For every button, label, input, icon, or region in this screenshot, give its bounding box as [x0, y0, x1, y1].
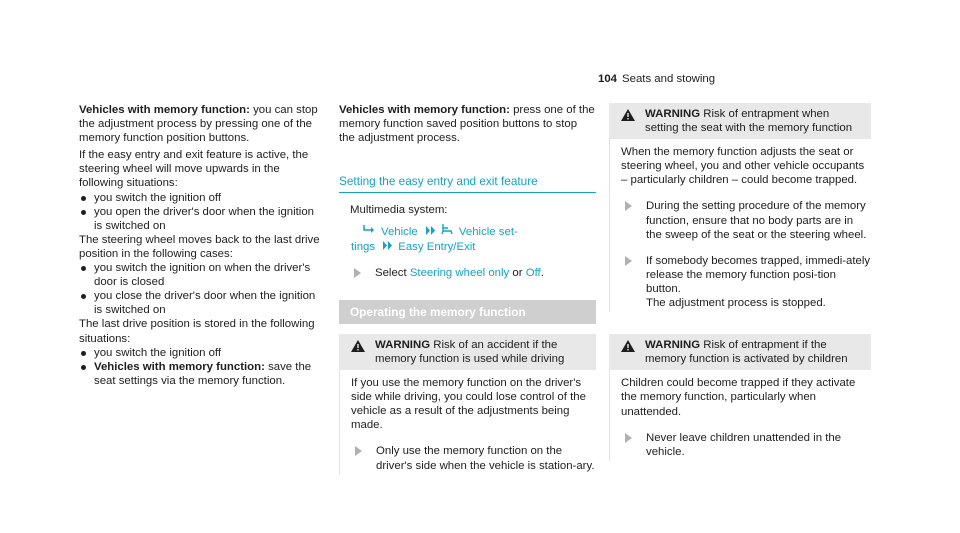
multimedia-label: Multimedia system: [350, 204, 448, 217]
instruction-step [351, 444, 596, 474]
instruction-step [339, 266, 596, 280]
section-heading: Setting the easy entry and exit feature [339, 174, 596, 193]
paragraph: The steering wheel moves back to the last drive position in the following cases: [79, 233, 320, 260]
menu-path [339, 223, 596, 253]
list-item: you open the driver's door when the ignition is switched on [79, 205, 325, 233]
menu-link-vehicle-settings-cont[interactable]: tings [351, 240, 376, 253]
warning-triangle-icon [621, 340, 635, 352]
step-text: Never leave children unattended in the vehicle. [646, 431, 842, 458]
column-2 [339, 103, 596, 475]
warning-text: If you use the memory function on the driver's side while driving, you could lose control of the vehicle as a result of the adjustments being made. [351, 377, 586, 432]
option-off[interactable]: Off [525, 266, 541, 279]
step-result-text: The adjustment process is stopped. [646, 297, 826, 310]
instruction-step [621, 431, 871, 461]
warning-box [609, 334, 871, 461]
option-steering-wheel-only[interactable]: Steering wheel only [409, 266, 510, 279]
warning-title: Risk of entrapment if the memory function is activated by children [645, 339, 848, 366]
step-triangle-icon [625, 433, 632, 443]
grey-section-heading: Operating the memory function [339, 300, 596, 324]
paragraph-text: you can stop the adjustment process by pressing one of the memory function position buttons. [79, 104, 318, 145]
step-triangle-icon [354, 268, 361, 278]
step-triangle-icon [625, 201, 632, 211]
warning-body [339, 370, 596, 475]
bold-lead: Vehicles with memory function: [339, 104, 510, 116]
column-1 [79, 103, 325, 388]
warning-text: Children could become trapped if they activate the memory function, particularly when unattended. [621, 377, 856, 418]
section-title: Seats and stowing [622, 73, 716, 85]
bullet-list [79, 261, 325, 317]
list-item: you close the driver's door when the ignition is switched on [79, 289, 325, 317]
step-text: Select [375, 266, 410, 279]
step-triangle-icon [355, 446, 362, 456]
bullet-list [79, 191, 325, 233]
warning-header [609, 103, 871, 139]
warning-triangle-icon [351, 340, 365, 352]
page-header [598, 72, 715, 86]
list-item: you switch the ignition off [79, 346, 325, 360]
paragraph: The last drive position is stored in the following situations: [79, 318, 315, 345]
warning-title: Risk of entrapment when setting the seat with the memory function [645, 108, 853, 135]
instruction-step [621, 254, 871, 312]
warning-text: When the memory function adjusts the seat or steering wheel, you and other vehicle occupants – particularly children – could become trapped. [621, 146, 865, 187]
paragraph [79, 103, 325, 145]
seat-icon [441, 223, 454, 239]
warning-body [609, 139, 871, 312]
warning-header [339, 334, 596, 370]
list-item: you switch the ignition on when the driver's door is closed [79, 261, 325, 289]
warning-header [609, 334, 871, 370]
paragraph [339, 103, 596, 145]
warning-title: Risk of an accident if the memory function is used while driving [375, 338, 565, 365]
paragraph-text: press one of the memory function saved position buttons to stop the adjustment process. [339, 104, 595, 145]
warning-label: WARNING [645, 108, 701, 120]
paragraph: If the easy entry and exit feature is active, the steering wheel will move upwards in the following situations: [79, 149, 309, 190]
step-text: . [540, 266, 544, 279]
page-number: 104 [598, 73, 618, 85]
step-text: If somebody becomes trapped, immedi-ately release the memory function posi-tion button. [646, 254, 871, 295]
double-chevron-icon [383, 240, 393, 254]
step-text: During the setting procedure of the memory function, ensure that no body parts are in the sweep of the seat or the steering wheel. [646, 200, 867, 241]
warning-label: WARNING [645, 339, 701, 352]
bullet-list [79, 346, 325, 388]
warning-triangle-icon [621, 109, 635, 121]
column-3 [609, 103, 871, 461]
list-item: you switch the ignition off [79, 191, 325, 205]
bold-lead: Vehicles with memory function: [79, 104, 250, 116]
instruction-step [621, 199, 871, 241]
double-chevron-icon [426, 225, 436, 239]
menu-link-vehicle-settings[interactable]: Vehicle set- [458, 226, 518, 239]
list-item-text: save the seat settings via the memory function. [94, 360, 312, 387]
step-triangle-icon [625, 256, 632, 266]
warning-body [609, 370, 871, 460]
menu-link-vehicle[interactable]: Vehicle [381, 226, 418, 239]
menu-link-easy-entry[interactable]: Easy Entry/Exit [398, 240, 476, 253]
submenu-arrow-icon [363, 225, 375, 239]
step-text: or [509, 266, 526, 279]
warning-label: WARNING [375, 338, 431, 351]
step-text: Only use the memory function on the driver's side when the vehicle is station-ary. [376, 445, 595, 472]
warning-box [609, 103, 871, 312]
bold-lead: Vehicles with memory function: [94, 360, 265, 373]
list-item [79, 360, 325, 388]
warning-box [339, 334, 596, 475]
